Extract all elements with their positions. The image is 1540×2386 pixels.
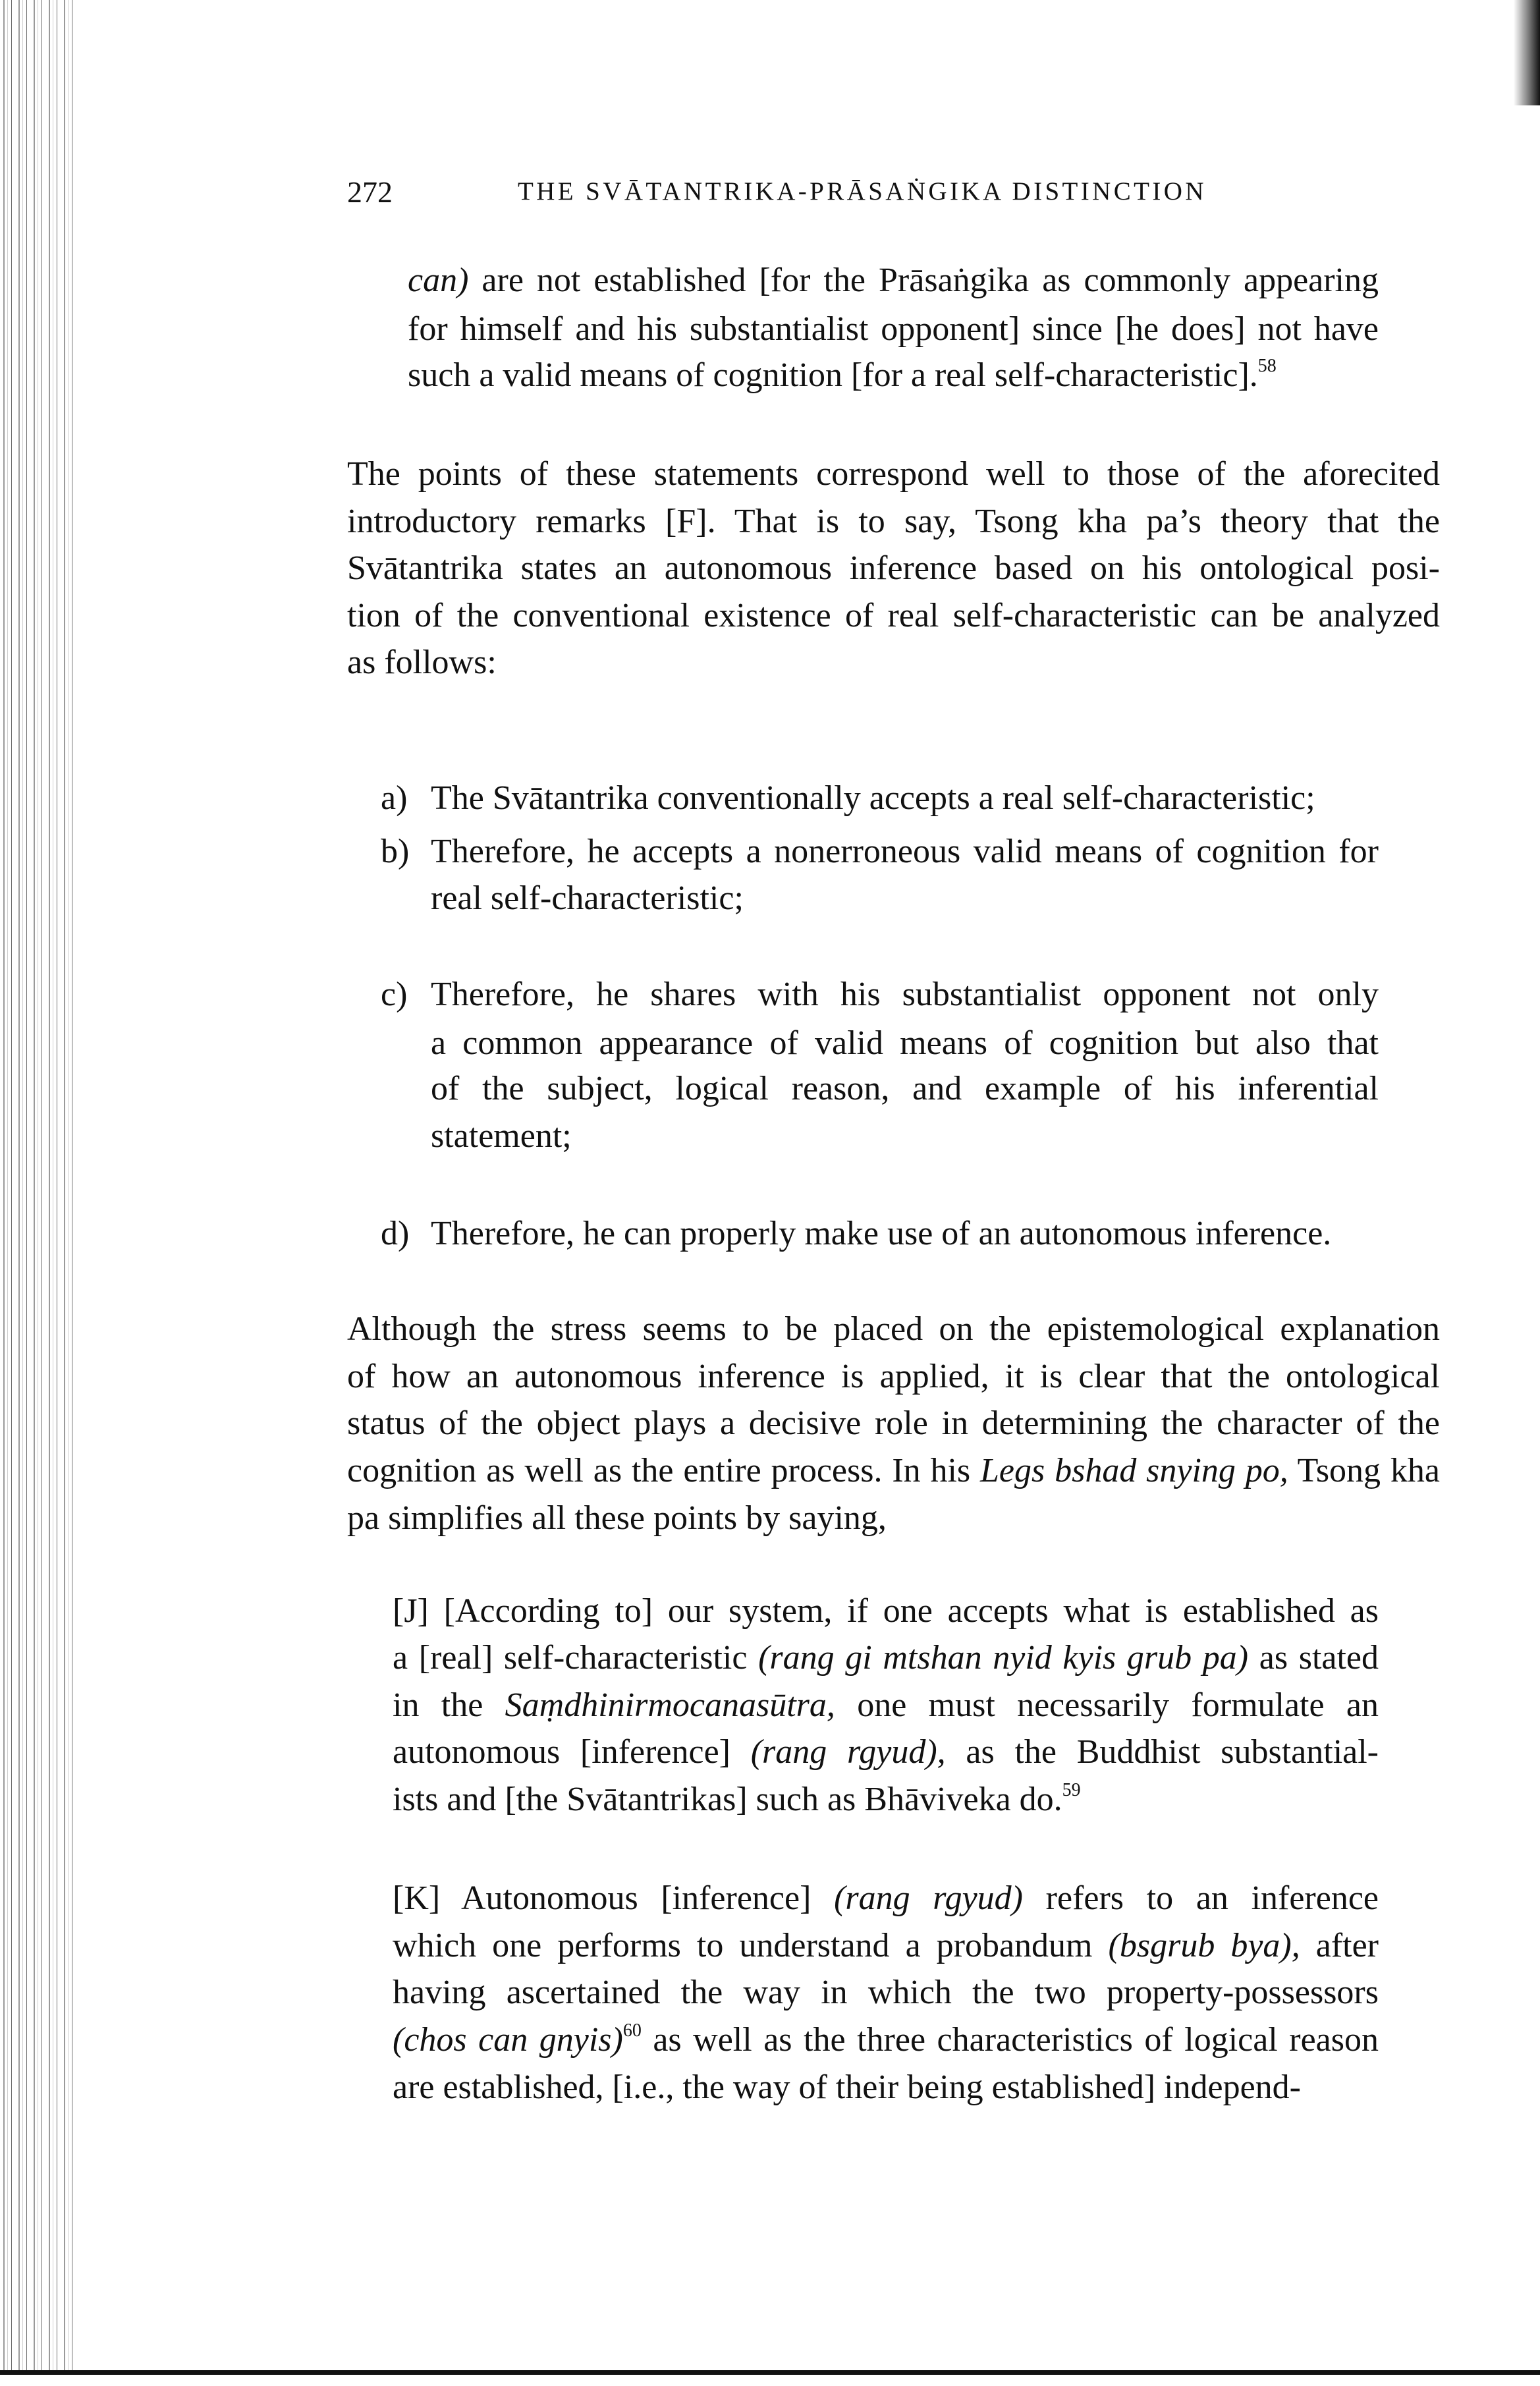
block-quote-line: [408, 356, 1277, 395]
italic-term: can): [408, 262, 469, 299]
block-quote-line: [393, 1780, 1081, 1819]
block-quote-line: [393, 2068, 1301, 2107]
block-quote-line: [393, 1638, 1379, 1678]
list-item-line: [431, 832, 1379, 872]
list-item-line: [431, 779, 1315, 818]
scan-shadow: [1514, 0, 1540, 105]
list-item-label: d): [381, 1215, 410, 1252]
text-run: [K] Autonomous [inference]: [393, 1879, 835, 1917]
footnote-ref[interactable]: 59: [1062, 1780, 1081, 1800]
list-item-line: [431, 879, 744, 918]
text-run: tion of the conventional existence of real self-characteristic can be analyzed: [347, 597, 1440, 634]
list-item-line: [431, 1024, 1379, 1063]
block-quote-line: [393, 1592, 1379, 1631]
paragraph-line: [347, 1451, 1440, 1491]
scan-bottom-edge: [0, 2370, 1540, 2375]
text-run: statement;: [431, 1117, 572, 1155]
text-run: ists and [the Svātantrikas] such as Bhāviveka do.: [393, 1781, 1062, 1818]
footnote-ref[interactable]: 60: [622, 2020, 642, 2041]
text-run: autonomous [inference]: [393, 1733, 751, 1771]
text-run: introductory remarks [F]. That is to say, Tsong kha pa’s theory that the: [347, 503, 1440, 540]
italic-term: (rang rgyud): [834, 1879, 1023, 1917]
text-run: are not established [for the Prāsaṅgika as commonly appearing: [468, 262, 1379, 299]
footnote-ref[interactable]: 58: [1257, 356, 1277, 376]
italic-term: Legs bshad snying po,: [980, 1452, 1288, 1489]
list-item-line: [431, 1117, 572, 1156]
scanned-binding-edge: [0, 0, 78, 2372]
italic-term: (rang gi mtshan nyid kyis grub pa): [758, 1639, 1249, 1677]
text-run: one must necessarily formulate an: [835, 1686, 1379, 1724]
text-run: a common appearance of valid means of cognition but also that: [431, 1024, 1379, 1062]
paragraph-line: [347, 549, 1440, 588]
text-run: as follows:: [347, 644, 497, 681]
italic-term: Saṃdhinirmocanasūtra,: [505, 1686, 835, 1724]
text-run: for himself and his substantialist opponent] since [he does] not have: [408, 310, 1379, 348]
text-run: a [real] self-characteristic: [393, 1639, 759, 1677]
block-quote-line: [393, 2020, 1379, 2060]
text-run: in the: [393, 1686, 505, 1724]
text-run: are established, [i.e., the way of their being established] independ-: [393, 2068, 1301, 2106]
list-item-label: a): [381, 779, 408, 817]
text-run: Tsong kha: [1288, 1452, 1440, 1489]
text-run: as stated: [1248, 1639, 1379, 1677]
paragraph-line: [347, 596, 1440, 636]
paragraph-line: [347, 455, 1440, 494]
block-quote-line: [393, 1926, 1379, 1966]
italic-term: (chos can gnyis): [393, 2021, 623, 2059]
block-quote-line: [393, 1973, 1379, 2012]
paragraph-line: [347, 1310, 1440, 1349]
block-quote-line: [408, 310, 1379, 349]
paragraph-line: [347, 1404, 1440, 1443]
text-run: refers to an inference: [1023, 1879, 1379, 1917]
text-run: Svātantrika states an autonomous inference based on his ontological posi-: [347, 549, 1440, 587]
paragraph-line: [347, 502, 1440, 541]
block-quote-line: [393, 1879, 1379, 1918]
text-run: of how an autonomous inference is applied, it is clear that the ontological: [347, 1358, 1440, 1395]
text-run: The points of these statements correspond well to those of the aforecited: [347, 455, 1440, 493]
text-run: Therefore, he can properly make use of an autonomous inference.: [431, 1215, 1332, 1252]
text-run: as well as the three characteristics of logical reason: [641, 2021, 1379, 2059]
list-item-line: [431, 975, 1379, 1014]
text-run: as the Buddhist substantial-: [945, 1733, 1379, 1771]
paragraph-line: [347, 643, 497, 682]
list-item-label: c): [381, 976, 408, 1013]
text-run: Therefore, he accepts a nonerroneous valid means of cognition for: [431, 833, 1379, 870]
text-run: of the subject, logical reason, and example of his inferential: [431, 1070, 1379, 1107]
paragraph-line: [347, 1499, 887, 1538]
text-run: Therefore, he shares with his substantialist opponent not only: [431, 976, 1379, 1013]
text-run: pa simplifies all these points by saying,: [347, 1499, 887, 1537]
text-run: cognition as well as the entire process. In his: [347, 1452, 981, 1489]
block-quote-line: [393, 1733, 1379, 1772]
italic-term: (bsgrub bya),: [1108, 1927, 1300, 1964]
italic-term: (rang rgyud),: [750, 1733, 946, 1771]
text-run: after: [1300, 1927, 1379, 1964]
text-run: [J] [According to] our system, if one accepts what is established as: [393, 1592, 1379, 1630]
text-run: having ascertained the way in which the two property-possessors: [393, 1974, 1379, 2011]
page-number: 272: [347, 175, 393, 209]
block-quote-line: [393, 1686, 1379, 1725]
list-item-line: [431, 1214, 1331, 1254]
paragraph-line: [347, 1357, 1440, 1397]
text-run: which one performs to understand a probandum: [393, 1927, 1109, 1964]
list-item-line: [431, 1069, 1379, 1109]
block-quote-line: [408, 261, 1379, 300]
text-run: status of the object plays a decisive role in determining the character of the: [347, 1404, 1440, 1442]
text-run: Although the stress seems to be placed on the epistemological explanation: [347, 1310, 1440, 1348]
text-run: such a valid means of cognition [for a real self-characteristic].: [408, 356, 1258, 394]
text-run: The Svātantrika conventionally accepts a real self-characteristic;: [431, 779, 1315, 817]
text-run: real self-characteristic;: [431, 879, 744, 917]
running-title: THE SVĀTANTRIKA-PRĀSAṄGIKA DISTINCTION: [518, 177, 1207, 206]
list-item-label: b): [381, 833, 410, 870]
